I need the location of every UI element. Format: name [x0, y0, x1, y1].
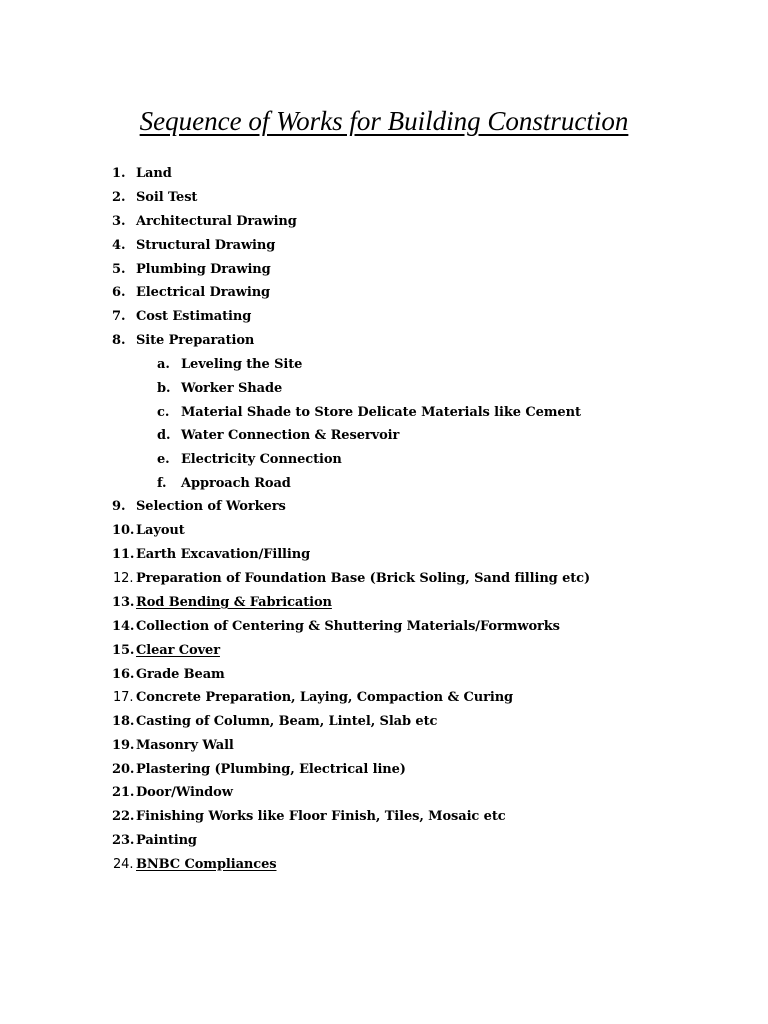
item-label: Door/Window	[136, 785, 233, 800]
item-label: Worker Shade	[181, 381, 283, 396]
item-number: 8.	[112, 333, 126, 348]
item-number: 21.	[112, 785, 135, 800]
item-label: Electrical Drawing	[136, 285, 271, 300]
item-label: Site Preparation	[136, 333, 255, 348]
item-label: Structural Drawing	[136, 238, 276, 253]
item-number: 18.	[112, 714, 135, 729]
item-label: Painting	[136, 833, 197, 848]
item-number: 19.	[112, 738, 135, 753]
item-label: Preparation of Foundation Base (Brick Soling, Sand filling etc)	[136, 571, 591, 586]
item-label: Clear Cover	[136, 643, 220, 658]
item-number: 12.	[113, 571, 134, 586]
item-number: f.	[157, 476, 167, 491]
item-number: 6.	[112, 285, 126, 300]
item-label: Architectural Drawing	[136, 214, 297, 229]
page-title: Sequence of Works for Building Construction	[139, 106, 629, 136]
item-number: 1.	[112, 166, 126, 181]
item-label: Material Shade to Store Delicate Materials like Cement	[181, 405, 581, 420]
item-label: Leveling the Site	[181, 357, 303, 372]
item-number: 4.	[112, 238, 126, 253]
item-label: Water Connection & Reservoir	[181, 428, 400, 443]
item-number: 16.	[112, 667, 135, 682]
item-number: 11.	[112, 547, 135, 562]
item-number: 10.	[112, 523, 135, 538]
item-number: 20.	[112, 762, 135, 777]
item-label: Cost Estimating	[136, 309, 252, 324]
item-number: b.	[157, 381, 171, 396]
item-number: c.	[157, 405, 170, 420]
item-label: Selection of Workers	[136, 499, 286, 514]
item-label: Collection of Centering & Shuttering Materials/Formworks	[136, 619, 560, 634]
item-number: 17.	[113, 690, 134, 705]
item-number: e.	[157, 452, 170, 467]
item-number: a.	[157, 357, 170, 372]
item-label: Masonry Wall	[136, 738, 234, 753]
item-number: 22.	[112, 809, 135, 824]
item-label: Rod Bending & Fabrication	[136, 595, 332, 610]
item-label: BNBC Compliances	[136, 857, 277, 872]
item-label: Layout	[136, 523, 185, 538]
item-label: Plumbing Drawing	[136, 262, 271, 277]
item-label: Grade Beam	[136, 667, 225, 682]
item-number: d.	[157, 428, 171, 443]
item-label: Electricity Connection	[181, 452, 342, 467]
item-number: 2.	[112, 190, 126, 205]
item-label: Plastering (Plumbing, Electrical line)	[136, 762, 406, 777]
item-number: 15.	[112, 643, 135, 658]
item-label: Earth Excavation/Filling	[136, 547, 311, 562]
item-label: Casting of Column, Beam, Lintel, Slab etc	[136, 714, 438, 729]
item-number: 13.	[112, 595, 135, 610]
item-number: 7.	[112, 309, 126, 324]
item-number: 23.	[112, 833, 135, 848]
item-number: 24.	[113, 857, 134, 872]
item-number: 14.	[112, 619, 135, 634]
item-number: 9.	[112, 499, 126, 514]
item-label: Concrete Preparation, Laying, Compaction & Curing	[136, 690, 514, 705]
item-number: 3.	[112, 214, 126, 229]
item-label: Finishing Works like Floor Finish, Tiles, Mosaic etc	[136, 809, 506, 824]
item-label: Approach Road	[181, 476, 291, 491]
item-number: 5.	[112, 262, 126, 277]
item-label: Soil Test	[136, 190, 198, 205]
item-label: Land	[136, 166, 172, 181]
